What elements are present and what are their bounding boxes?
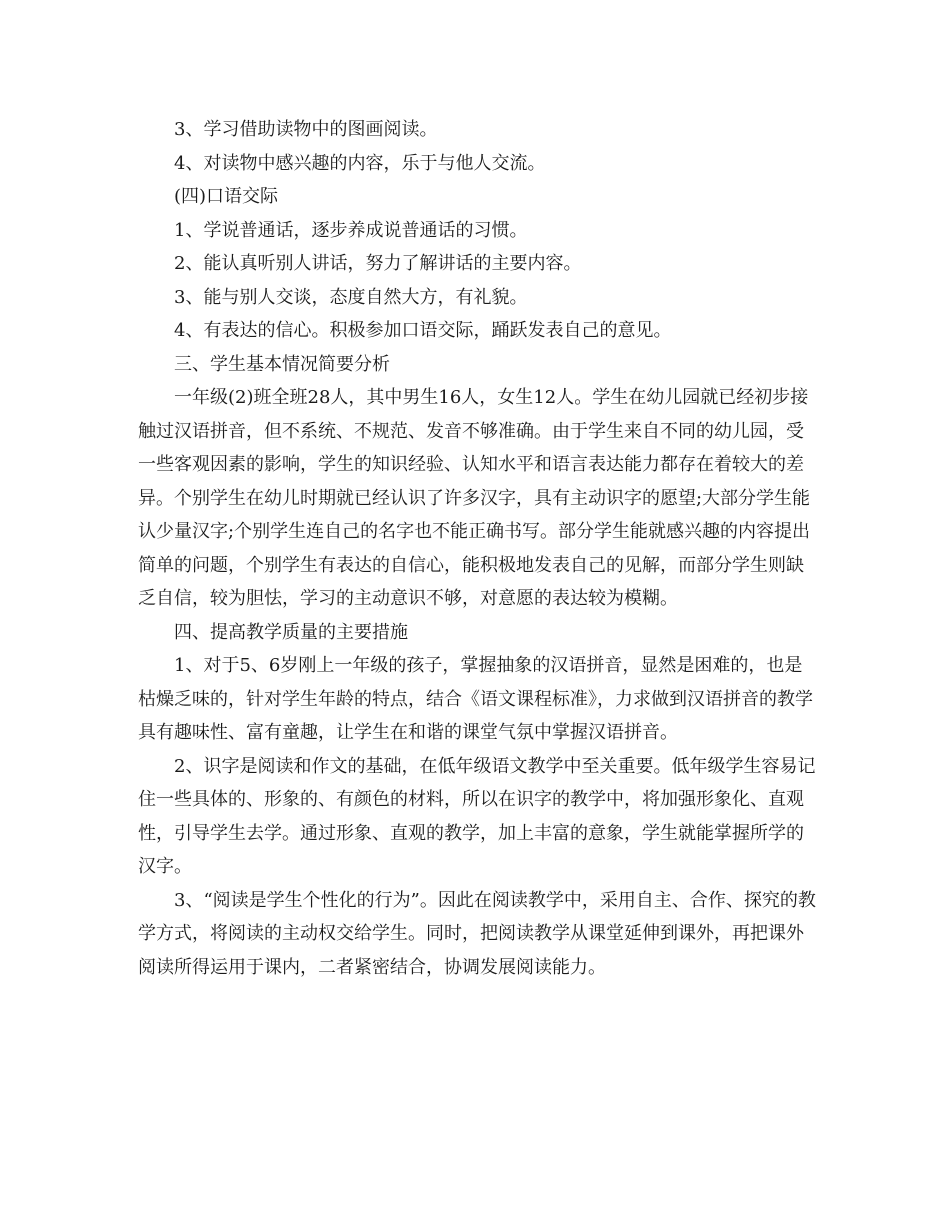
section-heading-student-analysis: 三、学生基本情况简要分析 [174, 353, 390, 375]
paragraph-student-analysis: 一年级(2)班全班28人，其中男生16人，女生12人。学生在幼儿园就已经初步接触过汉语拼音，但不系统、不规范、发音不够准确。由于学生来自不同的幼儿园，受一些客观因素的影响，学生的知识经验、认知水平和语言表达能力都存在着较大的差异。个别学生在幼儿时期就已经认识了许多汉字，具有主动识字的愿望;大部分学生能认少量汉字;个别学生连自己的名字也不能正确书写。部分学生能就感兴趣的内容提出简单的问题，个别学生有表达的自信心，能积极地发表自己的见解，而部分学生则缺乏自信，较为胆怯，学习的主动意识不够，对意愿的表达较为模糊。 [138, 387, 811, 609]
section-heading-oral-communication: (四)口语交际 [174, 186, 279, 207]
paragraph-reading-item-4: 4、对读物中感兴趣的内容，乐于与他人交流。 [174, 152, 546, 174]
paragraph-oral-item-3: 3、能与别人交谈，态度自然大方，有礼貌。 [174, 286, 528, 308]
paragraph-measure-1: 1、对于5、6岁刚上一年级的孩子，掌握抽象的汉语拼音，显然是困难的，也是枯燥乏味的，针对学生年龄的特点，结合《语文课程标准》，力求做到汉语拼音的教学具有趣味性、富有童趣，让学生在和谐的课堂气氛中掌握汉语拼音。 [138, 655, 813, 743]
paragraph-reading-item-3: 3、学习借助读物中的图画阅读。 [174, 119, 438, 140]
document-body [138, 113, 818, 984]
paragraph-measure-3: 3、“阅读是学生个性化的行为”。因此在阅读教学中，采用自主、合作、探究的教学方式，将阅读的主动权交给学生。同时，把阅读教学从课堂延伸到课外，再把课外阅读所得运用于课内，二者紧密结合，协调发展阅读能力。 [138, 889, 816, 978]
section-heading-measures: 四、提高教学质量的主要措施 [174, 621, 408, 643]
paragraph-oral-item-1: 1、学说普通话，逐步养成说普通话的习惯。 [174, 219, 528, 241]
paragraph-oral-item-4: 4、有表达的信心。积极参加口语交际，踊跃发表自己的意见。 [174, 320, 672, 341]
paragraph-oral-item-2: 2、能认真听别人讲话，努力了解讲话的主要内容。 [174, 253, 582, 274]
paragraph-measure-2: 2、识字是阅读和作文的基础，在低年级语文教学中至关重要。低年级学生容易记住一些具体的、形象的、有颜色的材料，所以在识字的教学中，将加强形象化、直观性，引导学生去学。通过形象、直观的教学，加上丰富的意象，学生就能掌握所学的汉字。 [138, 755, 816, 877]
